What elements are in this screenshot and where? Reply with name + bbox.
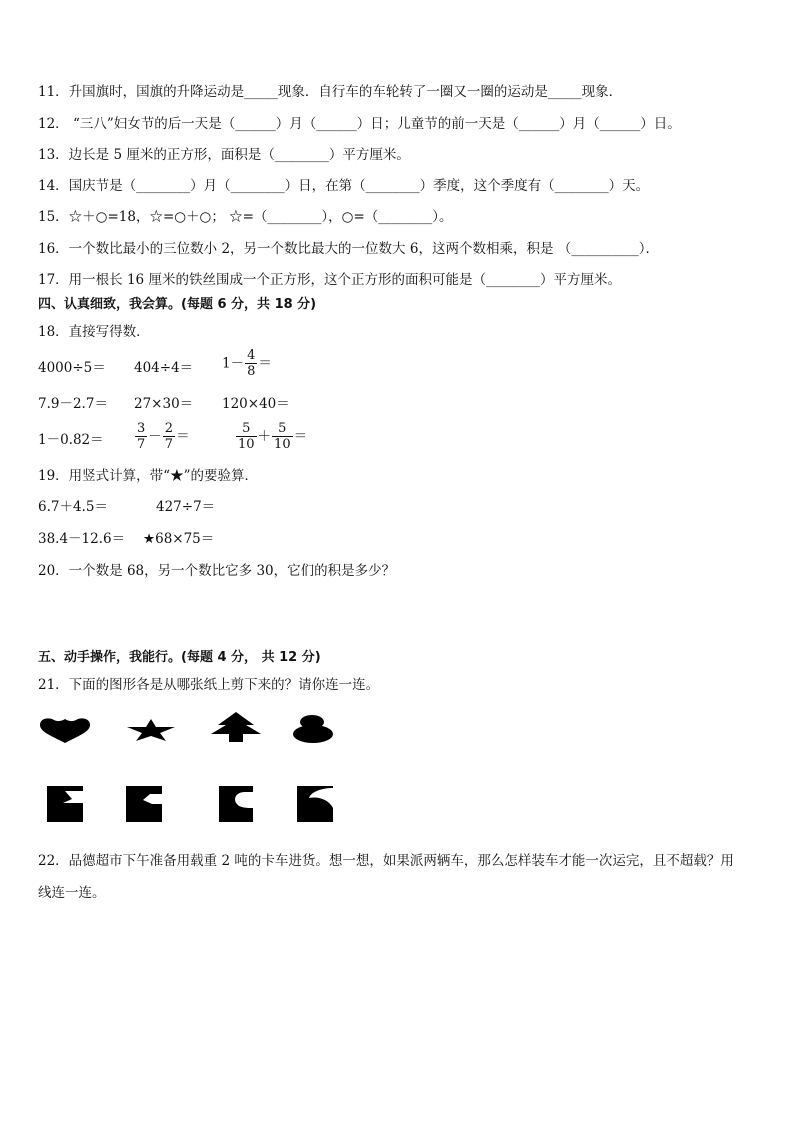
denominator: 10 [238, 437, 255, 452]
calc-27-times-30: 27×30＝ [134, 396, 194, 412]
numerator: 5 [272, 421, 293, 437]
equals-sign: ＝ [176, 428, 190, 445]
denominator: 8 [247, 364, 256, 379]
calc-fraction-addition [235, 421, 307, 452]
calc-427-div-7: 427÷7＝ [156, 499, 216, 515]
fraction [135, 421, 147, 452]
calc-4000-div-5: 4000÷5＝ [38, 360, 106, 376]
fraction [236, 421, 257, 452]
star-shape-icon [126, 718, 176, 742]
calc-7.9-minus-2.7: 7.9－2.7＝ [38, 396, 108, 412]
numerator: 3 [137, 421, 146, 436]
question-21: 21．下面的图形各是从哪张纸上剪下来的？请你连一连。 [38, 677, 380, 693]
cutout-round-notch-icon [219, 786, 253, 822]
question-18-title: 18．直接写得数． [38, 324, 150, 340]
question-11: 11．升国旗时，国旗的升降运动是_____现象．自行车的车轮转了一圈又一圈的运动是_____现象． [38, 84, 623, 100]
heart-shape-icon [38, 716, 92, 744]
cutout-curve-notch-icon [297, 786, 333, 822]
numerator: 4 [247, 348, 256, 363]
section-4-heading: 四、认真细致，我会算。(每题 6 分，共 18 分) [38, 297, 317, 312]
tree-shape-icon [210, 711, 262, 743]
question-19-title: 19．用竖式计算，带“★”的要验算． [38, 468, 258, 484]
calc-404-div-4: 404÷4＝ [134, 360, 194, 376]
fraction [245, 348, 257, 379]
calc-1-minus-fraction [222, 348, 272, 379]
calc-68-times-75: ★68×75＝ [143, 531, 215, 547]
section-5-heading: 五、动手操作，我能行。(每题 4 分， 共 12 分) [38, 650, 321, 665]
calc-120-times-40: 120×40＝ [222, 396, 290, 412]
numerator: 5 [236, 421, 257, 437]
question-12: 12． “三八”妇女节的后一天是（______）月（______）日；儿童节的前一天是（______）月（______）日。 [38, 116, 681, 132]
question-22-line-1: 22．品德超市下午准备用载重 2 吨的卡车进货。想一想，如果派两辆车，那么怎样装车才能一次运完，且不超载？用 [38, 853, 734, 869]
snowman-shape-icon [292, 714, 334, 744]
denominator: 10 [274, 437, 291, 452]
cutout-star-notch-icon [126, 786, 162, 822]
question-20: 20．一个数是 68，另一个数比它多 30，它们的积是多少？ [38, 563, 396, 579]
denominator: 7 [164, 437, 174, 452]
equals-sign: ＝ [293, 428, 308, 445]
question-17: 17．用一根长 16 厘米的铁丝围成一个正方形，这个正方形的面积可能是（________）平方厘米。 [38, 272, 621, 288]
question-14: 14．国庆节是（________）月（________）日，在第（________）季度，这个季度有（________）天。 [38, 178, 650, 194]
equals-sign: ＝ [258, 355, 272, 372]
question-16: 16．一个数比最小的三位数小 2，另一个数比最大的一位数大 6，这两个数相乘，积是 （__________）． [38, 241, 659, 257]
denominator: 7 [137, 437, 146, 452]
numerator: 2 [164, 421, 174, 436]
fraction [272, 421, 293, 452]
question-15: 15．☆＋○=18，☆=○＋○； ☆=（________），○=（________）。 [38, 209, 453, 225]
fraction [163, 421, 175, 452]
question-22-line-2: 线连一连。 [38, 885, 106, 901]
minus-sign: － [148, 428, 162, 445]
calc-38.4-minus-12.6: 38.4－12.6＝ [38, 531, 126, 547]
calc-text: 1－ [222, 355, 245, 372]
calc-6.7-plus-4.5: 6.7＋4.5＝ [38, 499, 108, 515]
calc-fraction-subtraction [134, 421, 190, 452]
question-13: 13．边长是 5 厘米的正方形，面积是（________）平方厘米。 [38, 147, 410, 163]
cutout-zigzag-icon [47, 786, 83, 822]
plus-sign: ＋ [257, 428, 272, 445]
calc-1-minus-0.82: 1－0.82＝ [38, 432, 104, 448]
